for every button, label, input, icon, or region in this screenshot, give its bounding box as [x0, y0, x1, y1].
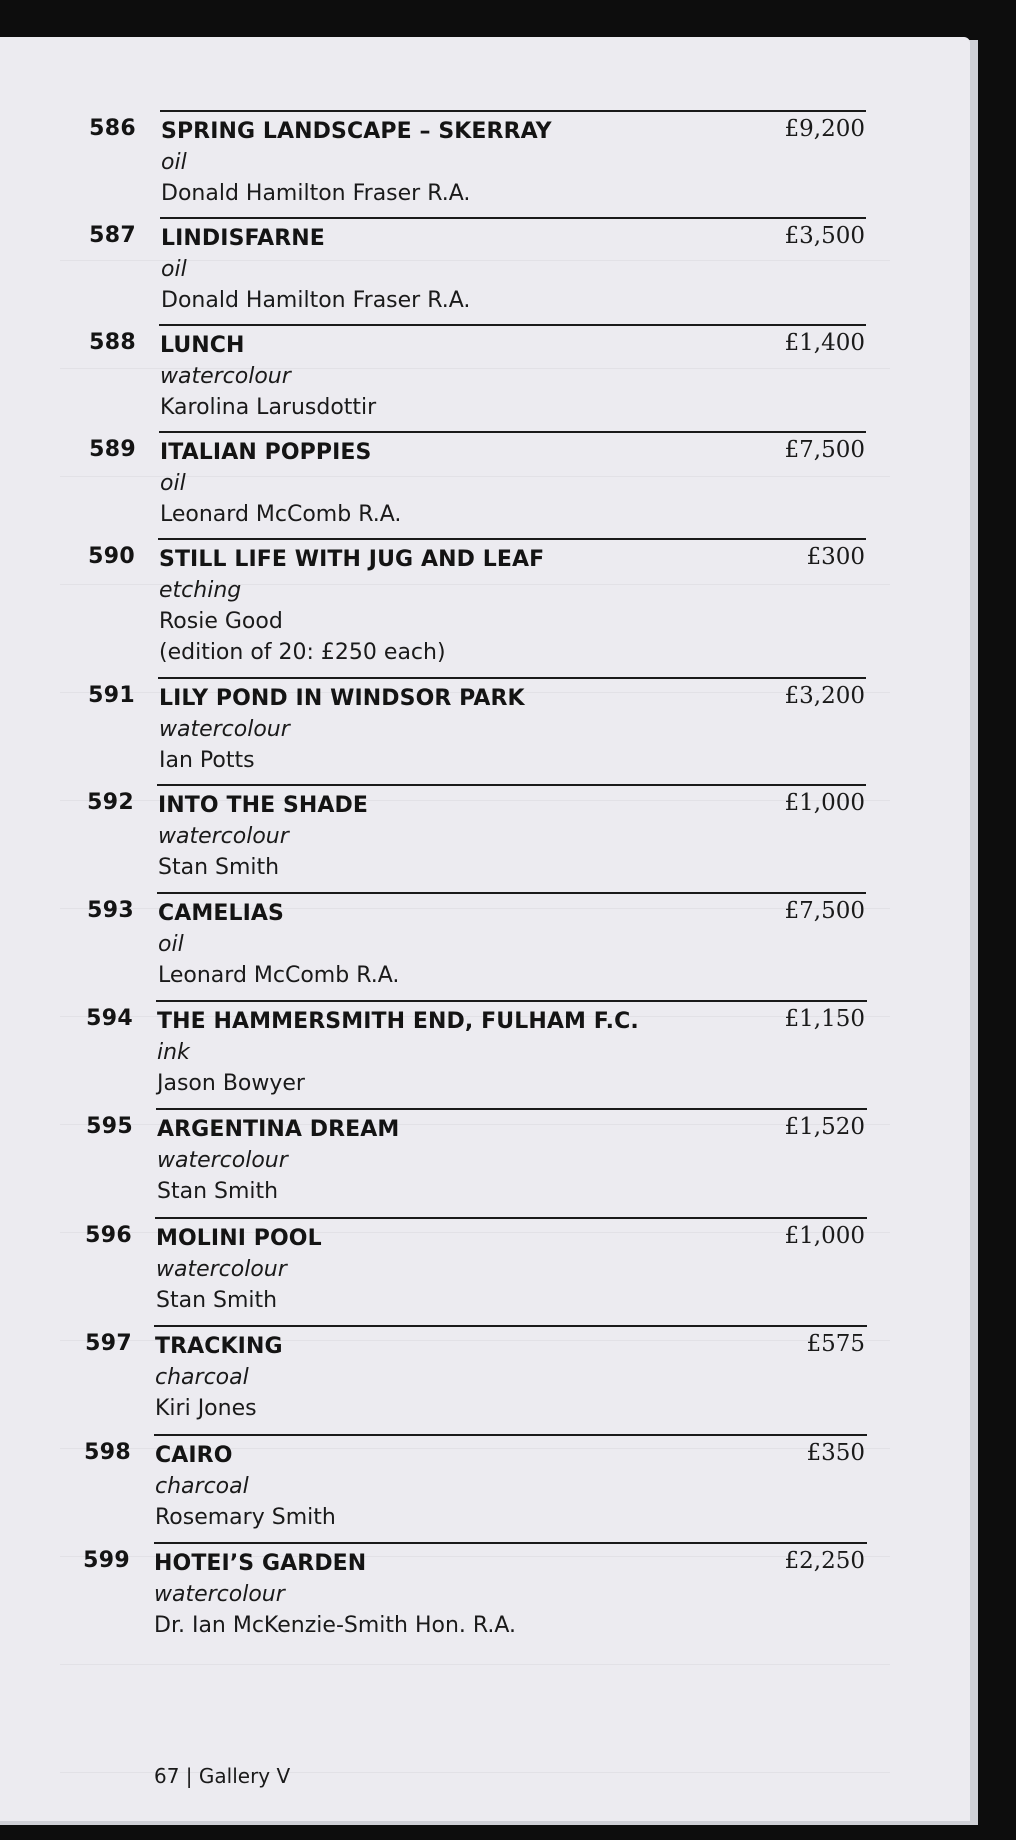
entry-title: ARGENTINA DREAM	[157, 1117, 400, 1142]
catalogue-entry	[0, 677, 970, 785]
entry-artist: Stan Smith	[157, 1179, 279, 1204]
entry-price: £2,250	[784, 1548, 865, 1574]
entry-title: MOLINI POOL	[156, 1226, 322, 1251]
entry-number: 595	[86, 1114, 133, 1139]
entry-medium: charcoal	[155, 1365, 249, 1390]
catalogue-entry	[0, 1000, 970, 1108]
entry-number: 586	[89, 116, 136, 141]
entry-artist: Donald Hamilton Fraser R.A.	[161, 288, 471, 313]
entry-artist: Stan Smith	[156, 1288, 278, 1313]
entry-medium: oil	[160, 471, 186, 496]
entry-number: 588	[89, 330, 136, 355]
entry-divider	[154, 1434, 867, 1436]
entry-medium: watercolour	[156, 1257, 287, 1282]
entry-medium: ink	[157, 1040, 190, 1065]
entry-medium: watercolour	[160, 364, 291, 389]
entry-number: 597	[85, 1331, 132, 1356]
entry-title: HOTEI’S GARDEN	[154, 1551, 367, 1576]
entry-price: £1,520	[784, 1114, 865, 1140]
entry-title: TRACKING	[155, 1334, 283, 1359]
show-through-line	[60, 1664, 890, 1665]
entry-title: LILY POND IN WINDSOR PARK	[159, 686, 525, 711]
entry-artist: Leonard McComb R.A.	[160, 502, 402, 527]
entry-price: £300	[806, 544, 865, 570]
entry-divider	[156, 1108, 867, 1110]
entry-price: £1,150	[784, 1006, 865, 1032]
entry-number: 596	[85, 1223, 132, 1248]
catalogue-entry	[0, 892, 970, 1000]
entry-medium: watercolour	[154, 1582, 285, 1607]
entry-artist: Karolina Larusdottir	[160, 395, 377, 420]
catalogue-entry	[0, 1542, 970, 1650]
entry-divider	[158, 538, 866, 540]
entry-divider	[157, 892, 866, 894]
entry-title: SPRING LANDSCAPE – SKERRAY	[161, 119, 552, 144]
entry-divider	[158, 677, 866, 679]
entry-divider	[159, 324, 866, 326]
entry-divider	[157, 784, 866, 786]
entry-divider	[160, 217, 866, 219]
entry-number: 590	[88, 544, 135, 569]
entry-number: 598	[84, 1440, 131, 1465]
entry-artist: Stan Smith	[158, 855, 280, 880]
entry-number: 593	[87, 898, 134, 923]
entry-medium: watercolour	[158, 824, 289, 849]
entry-number: 592	[87, 790, 134, 815]
entry-price: £7,500	[784, 437, 865, 463]
entry-medium: oil	[158, 932, 184, 957]
entry-title: STILL LIFE WITH JUG AND LEAF	[159, 547, 545, 572]
entry-number: 591	[88, 683, 135, 708]
entry-price: £1,000	[784, 790, 865, 816]
entry-price: £7,500	[784, 898, 865, 924]
entry-price: £3,200	[784, 683, 865, 709]
entry-edition-note: (edition of 20: £250 each)	[159, 640, 446, 665]
catalogue-entry	[0, 431, 970, 539]
entry-price: £9,200	[784, 116, 865, 142]
entry-medium: oil	[161, 150, 187, 175]
entry-artist: Kiri Jones	[155, 1396, 257, 1421]
entry-divider	[154, 1542, 867, 1544]
entry-divider	[159, 431, 866, 433]
entry-title: LUNCH	[160, 333, 245, 358]
entry-price: £350	[806, 1440, 865, 1466]
entry-artist: Leonard McComb R.A.	[158, 963, 400, 988]
entry-number: 587	[89, 223, 136, 248]
catalogue-entry	[0, 538, 970, 665]
catalogue-entry	[0, 1325, 970, 1433]
entry-price: £1,000	[784, 1223, 865, 1249]
catalogue-entry	[0, 110, 970, 218]
entry-artist: Donald Hamilton Fraser R.A.	[161, 181, 471, 206]
entry-medium: watercolour	[157, 1148, 288, 1173]
entry-title: CAMELIAS	[158, 901, 284, 926]
entry-price: £1,400	[784, 330, 865, 356]
entry-artist: Rosie Good	[159, 609, 283, 634]
entry-artist: Jason Bowyer	[157, 1071, 305, 1096]
entry-medium: etching	[159, 578, 242, 603]
catalogue-entry	[0, 1434, 970, 1542]
entry-medium: charcoal	[155, 1474, 249, 1499]
catalogue-entry	[0, 1108, 970, 1216]
catalogue-entry	[0, 324, 970, 432]
entry-title: CAIRO	[155, 1443, 233, 1468]
entry-divider	[160, 110, 866, 112]
entry-artist: Ian Potts	[159, 748, 255, 773]
entry-title: THE HAMMERSMITH END, FULHAM F.C.	[157, 1009, 639, 1034]
entry-number: 589	[89, 437, 136, 462]
page-footer: 67 | Gallery V	[154, 1764, 291, 1788]
entry-divider	[154, 1325, 867, 1327]
catalogue-entry	[0, 217, 970, 325]
entry-title: INTO THE SHADE	[158, 793, 369, 818]
entry-price: £575	[806, 1331, 865, 1357]
entry-artist: Dr. Ian McKenzie-Smith Hon. R.A.	[154, 1613, 517, 1638]
entry-price: £3,500	[784, 223, 865, 249]
catalogue-entry	[0, 1217, 970, 1325]
entry-divider	[156, 1000, 867, 1002]
entry-number: 599	[83, 1548, 130, 1573]
entry-medium: oil	[161, 257, 187, 282]
entry-medium: watercolour	[159, 717, 290, 742]
entry-artist: Rosemary Smith	[155, 1505, 336, 1530]
entry-number: 594	[86, 1006, 133, 1031]
entry-title: ITALIAN POPPIES	[160, 440, 372, 465]
catalogue-entry	[0, 784, 970, 892]
entry-title: LINDISFARNE	[161, 226, 325, 251]
entry-divider	[155, 1217, 867, 1219]
